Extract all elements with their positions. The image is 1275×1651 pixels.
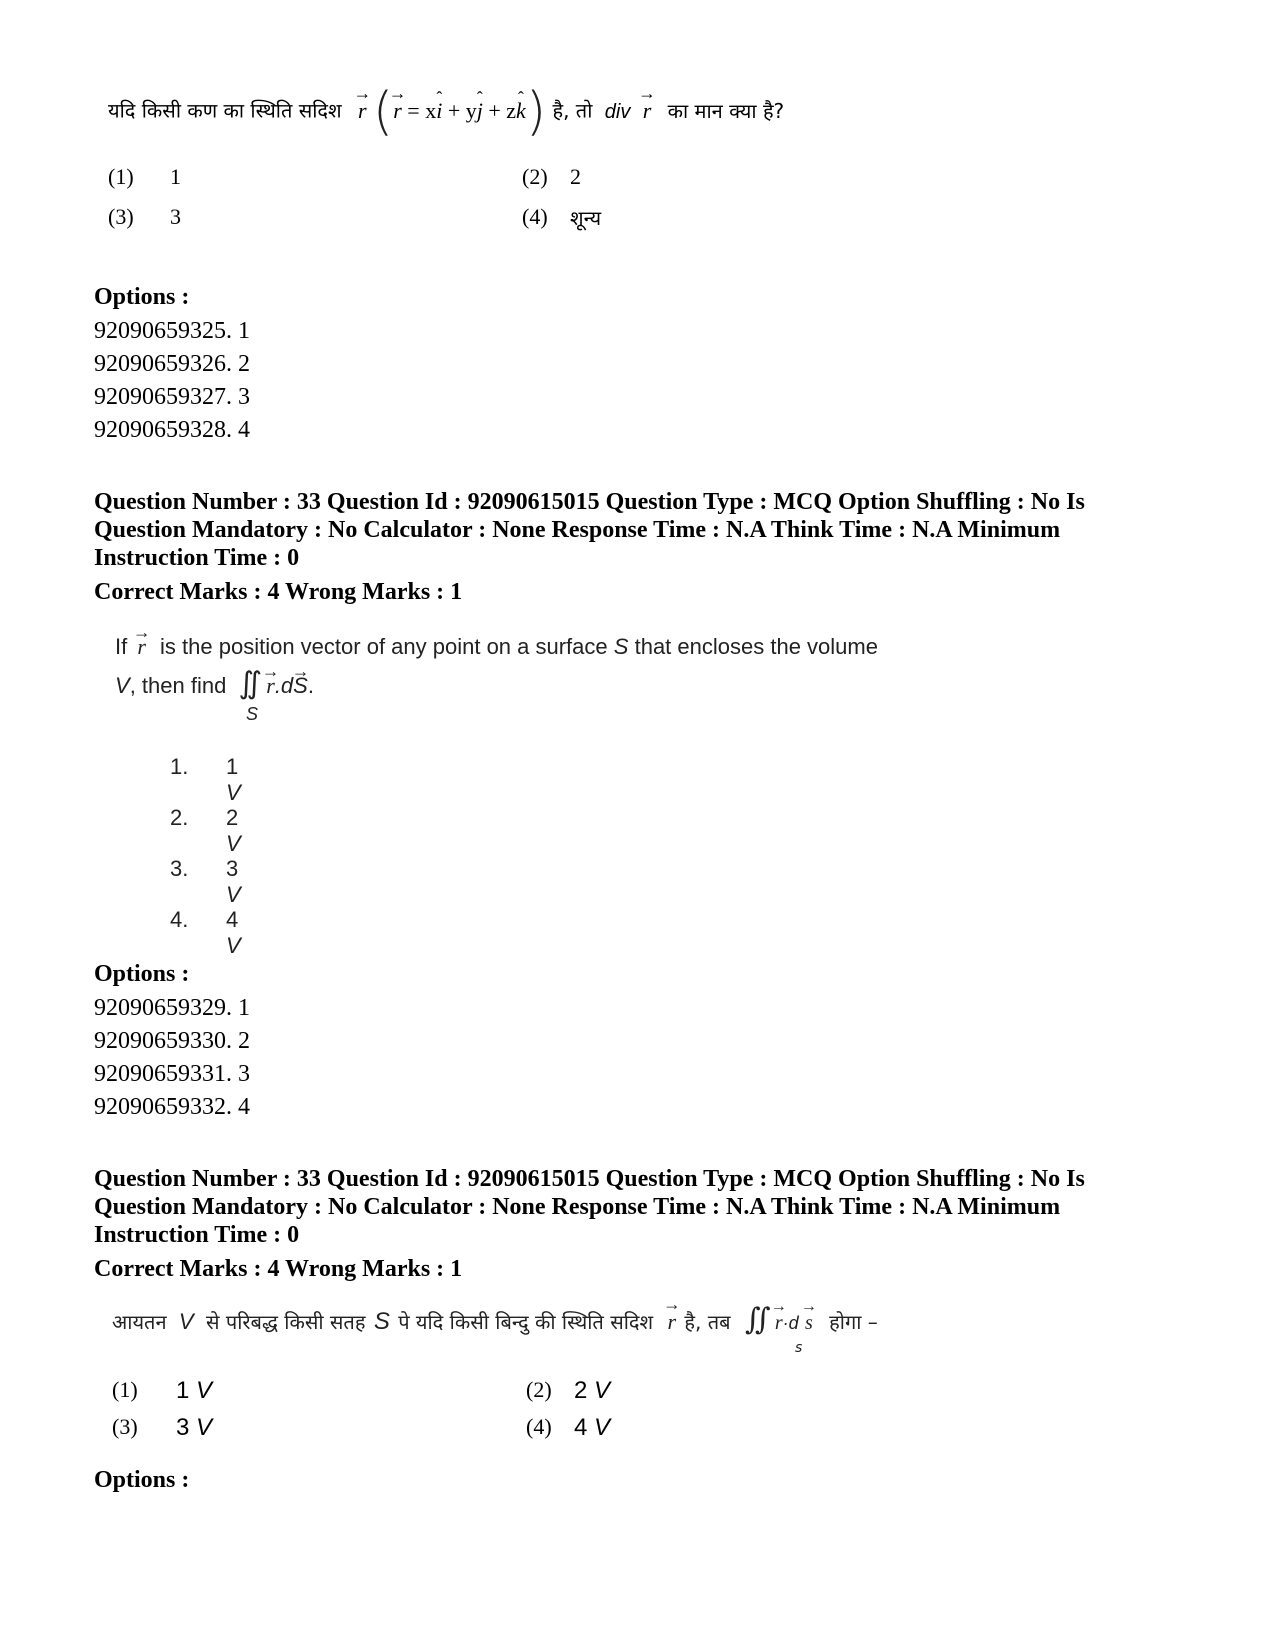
- q32-div-label: div: [604, 100, 631, 123]
- option-item: 92090659332. 4: [94, 1094, 250, 1120]
- q32-close-paren: ): [525, 82, 547, 142]
- q32-equation: → r = xˆ i + yˆ j + zˆ k: [393, 98, 526, 123]
- q32-text-after: है, तो: [552, 98, 593, 123]
- options-heading: Options :: [94, 1467, 190, 1493]
- q32-text-before: यदि किसी कण का स्थिति सदिश: [108, 98, 342, 123]
- options-block-2: [94, 960, 250, 1124]
- q32-choice-2: (2) 2: [522, 164, 581, 189]
- option-item: 92090659325. 1: [94, 318, 250, 344]
- q33-hi-meta: [94, 1165, 1184, 1283]
- q32-choice-4: (4) शून्य: [522, 204, 602, 230]
- q32-open-paren: (: [372, 82, 394, 142]
- q32-hindi-question: [108, 82, 784, 142]
- choice-row: 3. 3 V: [170, 856, 241, 907]
- option-item: 92090659327. 3: [94, 384, 250, 410]
- meta-line: Question Number : 33 Question Id : 92090615015 Question Type : MCQ Option Shuffling : No Is: [94, 489, 1085, 515]
- option-item: 92090659326. 2: [94, 351, 250, 377]
- option-item: 92090659329. 1: [94, 995, 250, 1021]
- q33-en-choices: [170, 754, 241, 958]
- options-heading: Options :: [94, 961, 190, 987]
- q33-hi-question: आयतन V से परिबद्ध किसी सतह S पे यदि किसी बिन्दु की स्थिति सदिश → r है, तब ∬ → r·d → s होगा – s: [112, 1302, 878, 1337]
- option-item: 92090659328. 4: [94, 417, 250, 443]
- surface-integral-icon: ∬: [744, 1303, 763, 1336]
- q33-hi-choice-2: (2) 2 V: [526, 1377, 611, 1404]
- q32-div-vector-r: → r: [643, 98, 652, 124]
- choice-row: 4. 4 V: [170, 907, 241, 958]
- options-block-1: [94, 283, 250, 447]
- meta-line: Instruction Time : 0: [94, 1222, 300, 1248]
- option-item: 92090659330. 2: [94, 1028, 250, 1054]
- marks-line: Correct Marks : 4 Wrong Marks : 1: [94, 579, 463, 605]
- q33-en-question: If → r is the position vector of any point on a surface S that encloses the volume V, then find ∬ → r.d→ S. S: [115, 630, 878, 706]
- options-heading: Options :: [94, 284, 190, 310]
- option-item: 92090659331. 3: [94, 1061, 250, 1087]
- q32-choice-3: (3) 3: [108, 204, 181, 229]
- meta-line: Question Mandatory : No Calculator : None Response Time : N.A Think Time : N.A Minimum: [94, 1194, 1061, 1220]
- q32-choice-1: (1) 1: [108, 164, 181, 189]
- surface-integral-icon: ∬: [238, 667, 255, 700]
- meta-line: Question Mandatory : No Calculator : None Response Time : N.A Think Time : N.A Minimum: [94, 517, 1061, 543]
- q33-hi-choice-3: (3) 3 V: [112, 1414, 213, 1441]
- choice-row: 2. 2 V: [170, 805, 241, 856]
- q32-text-end: का मान क्या है?: [667, 98, 785, 123]
- q32-vector-r: → r: [358, 98, 367, 124]
- q33-hi-choice-1: (1) 1 V: [112, 1377, 213, 1404]
- q33-en-meta: [94, 488, 1184, 606]
- choice-row: 1. 1 V: [170, 754, 241, 805]
- meta-line: Instruction Time : 0: [94, 545, 300, 571]
- marks-line: Correct Marks : 4 Wrong Marks : 1: [94, 1256, 463, 1282]
- q33-hi-choice-4: (4) 4 V: [526, 1414, 611, 1441]
- meta-line: Question Number : 33 Question Id : 92090615015 Question Type : MCQ Option Shuffling : No Is: [94, 1166, 1085, 1192]
